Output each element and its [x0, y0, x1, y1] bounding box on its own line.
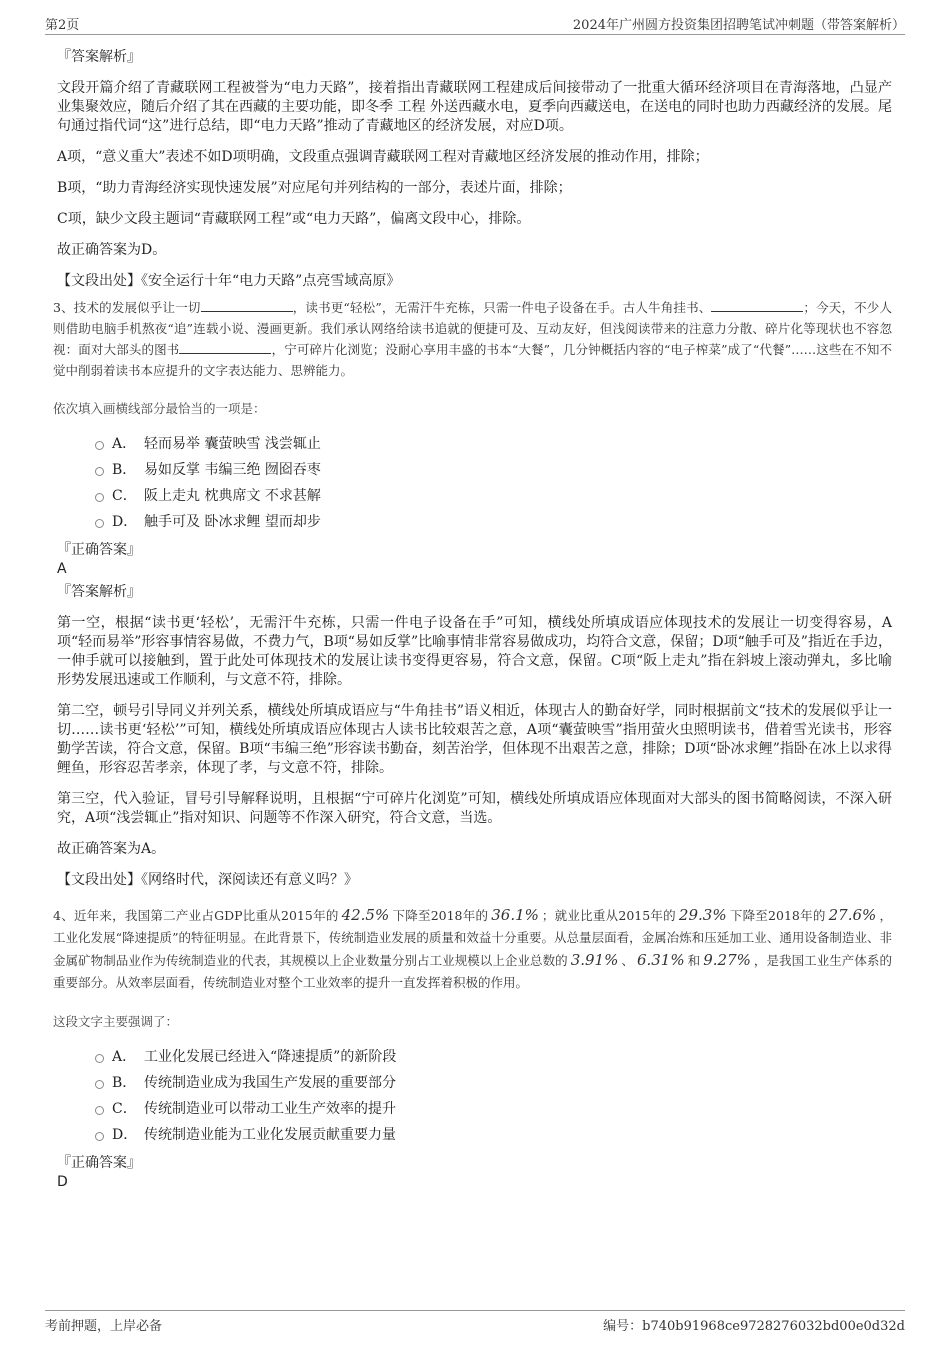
radio-icon[interactable] [95, 467, 104, 476]
footer-slogan: 考前押题，上岸必备 [45, 1319, 163, 1334]
source-citation: 【文段出处】《网络时代，深阅读还有意义吗？》 [57, 872, 358, 888]
stem-text: ，读书更“轻松”，无需汗牛充栋，只需一件电子设备在手。古人牛角挂书、 [292, 300, 712, 315]
radio-icon[interactable] [95, 1080, 104, 1089]
option-text: 阪上走丸 枕典席文 不求甚解 [144, 488, 321, 504]
stem-text: 3、技术的发展似乎让一切 [53, 300, 201, 315]
radio-icon[interactable] [95, 1132, 104, 1141]
option-letter: A． [112, 1049, 137, 1065]
analysis-label: 『答案解析』 [57, 584, 141, 600]
analysis-conclusion: 故正确答案为A。 [57, 841, 166, 857]
radio-icon[interactable] [95, 493, 104, 502]
analysis-paragraph: 第一空，根据“读书更‘轻松’，无需汗牛充栋，只需一件电子设备在手”可知，横线处所填成语应体现技术的发展让一切变得容易，A项“轻而易举”形容事情容易做，不费力气，B项“易如反掌”比喻事情非常容易做成功，均符合文意，保留；D项“触手可及”指近在手边，一伸手就可以接触到，置于此处可体现技术的发展让读书变得更容易，符合文意，保留。C项“阪上走丸”指在斜坡上滚动弹丸，多比喻形势发展迅速或工作顺利，与文意不符，排除。 [57, 615, 892, 688]
question-prompt: 这段文字主要强调了： [53, 1014, 179, 1029]
option-letter: A． [112, 436, 137, 452]
option-text: 传统制造业可以带动工业生产效率的提升 [144, 1101, 396, 1117]
stat-value: 36.1% [491, 906, 539, 924]
document-id: 编号：b740b91968ce9728276032bd00e0d32d [603, 1319, 905, 1334]
option-c[interactable] [95, 483, 892, 509]
analysis-conclusion: 故正确答案为D。 [57, 242, 167, 258]
stat-value: 29.3% [678, 906, 727, 924]
page-header [45, 12, 905, 35]
stat-value: 6.31% [636, 951, 685, 969]
option-list [95, 1044, 892, 1148]
option-d[interactable] [95, 509, 892, 535]
option-text: 传统制造业能为工业化发展贡献重要力量 [144, 1127, 396, 1143]
stem-text: ，是我国工业生产体系的重要部分。从效率层面看，传统制造业对整个工业效率的提升一直发挥着积极的作用。 [53, 953, 892, 990]
analysis-paragraph: C项，缺少文段主题词“青藏联网工程”或“电力天路”，偏离文段中心，排除。 [57, 211, 531, 227]
option-letter: C． [112, 1101, 137, 1117]
fill-blank [201, 299, 293, 312]
option-text: 轻而易举 囊萤映雪 浅尝辄止 [144, 436, 321, 452]
stat-value: 9.27% [703, 951, 751, 969]
radio-icon[interactable] [95, 519, 104, 528]
radio-icon[interactable] [95, 441, 104, 450]
option-letter: B． [112, 1075, 137, 1091]
option-letter: D． [112, 514, 138, 530]
correct-answer: D [57, 1174, 68, 1190]
stem-text: ，工业化发展“降速提质”的特征明显。在此背景下，传统制造业发展的质量和效益十分重要。从总量层面看，金属冶炼和压延加工业、通用设备制造业、非金属矿物制品业作为传统制造业的代表，其规模以上企业数量分别占工业规模以上企业总数的 [53, 908, 893, 968]
stem-text: ；就业比重从2015年的 [541, 908, 676, 923]
analysis-paragraph: 第二空，顿号引导同义并列关系，横线处所填成语应与“牛角挂书”语义相近，体现古人的勤奋好学，同时根据前文“技术的发展似乎让一切……读书更‘轻松’”可知，横线处所填成语应体现古人读书比较艰苦之意，A项“囊萤映雪”指用萤火虫照明读书，借着雪光读书，形容勤学苦读，符合文意，保留。B项“韦编三绝”形容读书勤奋，刻苦治学，但体现不出艰苦之意，排除；D项“卧冰求鲤”指卧在冰上以求得鲤鱼，形容忍苦孝亲，体现了孝，与文意不符，排除。 [57, 703, 892, 776]
option-a[interactable] [95, 1044, 892, 1070]
stem-text: 下降至2018年的 [729, 908, 826, 923]
option-text: 触手可及 卧冰求鲤 望而却步 [144, 514, 321, 530]
option-letter: D． [112, 1127, 138, 1143]
radio-icon[interactable] [95, 1054, 104, 1063]
option-text: 传统制造业成为我国生产发展的重要部分 [144, 1075, 396, 1091]
stem-text: 和 [687, 953, 701, 968]
question-4-stem [53, 904, 892, 994]
analysis-label: 『答案解析』 [57, 49, 141, 65]
stat-value: 27.6% [828, 906, 877, 924]
page-number: 第2页 [45, 18, 80, 33]
option-b[interactable] [95, 457, 892, 483]
stat-value: 42.5% [341, 906, 390, 924]
source-citation: 【文段出处】《安全运行十年“电力天路”点亮雪域高原》 [57, 273, 401, 289]
page-footer [45, 1310, 905, 1333]
stat-value: 3.91% [570, 951, 619, 969]
stem-text: ；今天，不少人则借助电脑手机熬夜“追”连载小说、漫画更新。我们承认网络给读书追就的便捷可及、互动友好，但浅阅读带来的注意力分散、碎片化等现状也不容忽视：面对大部头的图书 [53, 300, 892, 357]
document-title: 2024年广州圆方投资集团招聘笔试冲刺题（带答案解析） [572, 18, 905, 33]
question-3-stem [53, 297, 892, 381]
option-list [95, 431, 892, 535]
option-text: 工业化发展已经进入“降速提质”的新阶段 [144, 1049, 397, 1065]
option-text: 易如反掌 韦编三绝 囫囵吞枣 [144, 462, 321, 478]
fill-blank [179, 341, 271, 354]
correct-answer-label: 『正确答案』 [57, 542, 141, 558]
correct-answer: A [57, 561, 67, 577]
analysis-paragraph: A项，“意义重大”表述不如D项明确，文段重点强调青藏联网工程对青藏地区经济发展的推动作用，排除； [57, 149, 709, 165]
option-a[interactable] [95, 431, 892, 457]
analysis-paragraph: 文段开篇介绍了青藏联网工程被誉为“电力天路”，接着指出青藏联网工程建成后间接带动了一批重大循环经济项目在青海落地，凸显产业集聚效应，随后介绍了其在西藏的主要功能，即冬季 工程 外送西藏水电，夏季向西藏送电，在送电的同时也助力西藏经济的发展。尾句通过指代词“这”进行总结，即“电力天路”推动了青藏地区的经济发展，对应D项。 [57, 80, 892, 134]
stem-text: 下降至2018年的 [392, 908, 489, 923]
option-b[interactable] [95, 1070, 892, 1096]
radio-icon[interactable] [95, 1106, 104, 1115]
correct-answer-label: 『正确答案』 [57, 1155, 141, 1171]
analysis-paragraph: 第三空，代入验证，冒号引导解释说明，且根据“宁可碎片化浏览”可知，横线处所填成语应体现面对大部头的图书简略阅读，不深入研究，A项“浅尝辄止”指对知识、问题等不作深入研究，符合文意，当选。 [57, 791, 892, 826]
option-letter: C． [112, 488, 137, 504]
option-d[interactable] [95, 1122, 892, 1148]
fill-blank [711, 299, 803, 312]
page-content [53, 42, 893, 1196]
stem-text: 、 [621, 953, 634, 968]
option-c[interactable] [95, 1096, 892, 1122]
stem-text: ，宁可碎片化浏览；没耐心享用丰盛的书本“大餐”，几分钟概括内容的“电子榨菜”成了“代餐”……这些在不知不觉中削弱着读书本应提升的文字表达能力、思辨能力。 [53, 342, 892, 378]
analysis-paragraph: B项，“助力青海经济实现快速发展”对应尾句并列结构的一部分，表述片面，排除； [57, 180, 572, 196]
stem-text: 4、近年来，我国第二产业占GDP比重从2015年的 [53, 908, 339, 923]
question-prompt: 依次填入画横线部分最恰当的一项是： [53, 401, 266, 416]
option-letter: B． [112, 462, 137, 478]
